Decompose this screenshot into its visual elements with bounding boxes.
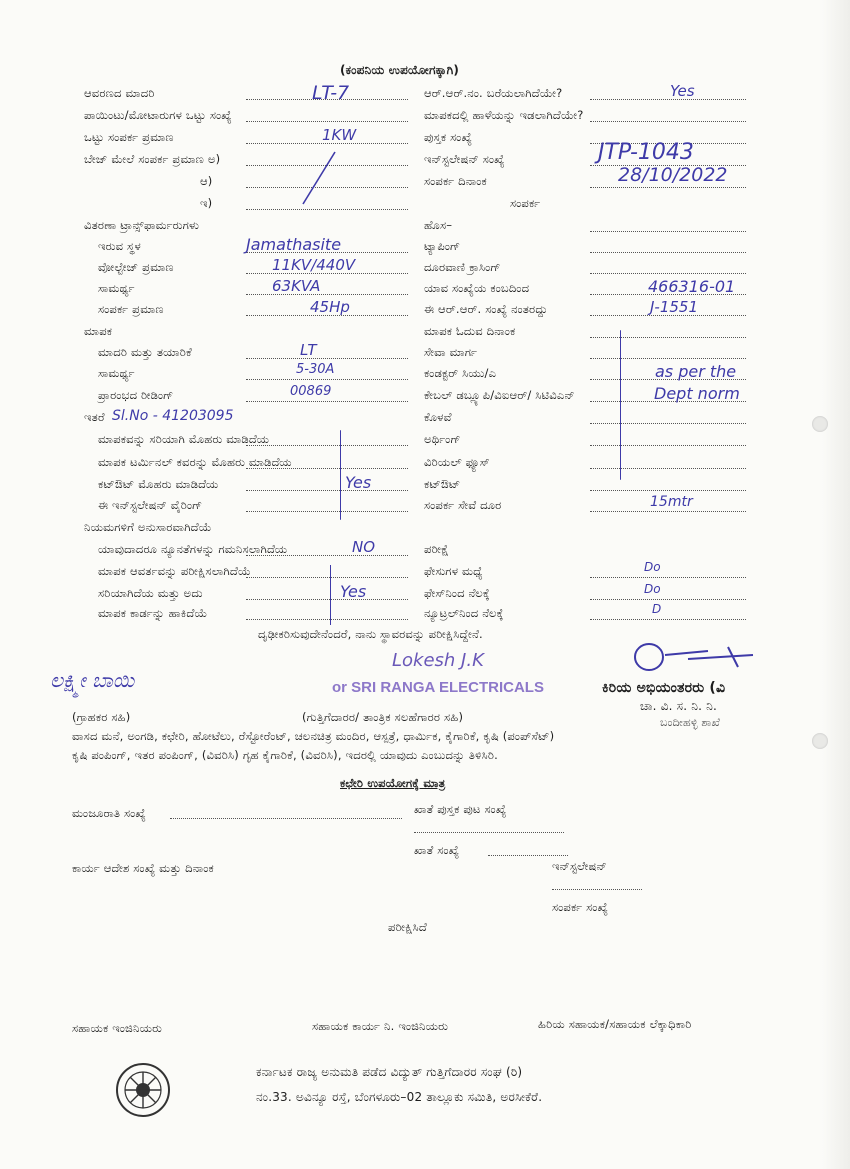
handwritten-bracket — [340, 430, 341, 520]
right-field-line — [590, 577, 746, 578]
form-header: (ಕಂಪನಿಯ ಉಪಯೋಗಕ್ಕಾಗಿ) — [340, 63, 460, 77]
association-logo — [115, 1062, 171, 1118]
left-field-label: ಸರಿಯಾಗಿದೆಯ ಮತ್ತು ಅದು — [98, 586, 203, 600]
handwritten-bracket — [330, 565, 331, 625]
left-field-label: ಬೇಜ್ ಮೇಲೆ ಸಂಪರ್ಕ ಪ್ರಮಾಣ ಅ) — [84, 152, 221, 166]
right-field-value: 15mtr — [650, 494, 693, 510]
office-use-title: ಕಛೇರಿ ಉಪಯೋಗಕ್ಕೆ ಮಾತ್ರ — [340, 776, 446, 790]
ledger-page-label: ಖಾತೆ ಪುಸ್ತಕ ಪುಟ ಸಂಖ್ಯೆ — [414, 802, 507, 816]
assistant-engineer-label: ಸಹಾಯಕ ಇಂಜಿನಿಯರು — [72, 1021, 163, 1035]
usage-line-1: ವಾಸದ ಮನೆ, ಅಂಗಡಿ, ಕಛೇರಿ, ಹೋಟೆಲು, ರೆಸ್ಟೋರೆಂಟ್, ಚಲನಚಿತ್ರ ಮಂದಿರ, ಆಸ್ಪತ್ರೆ, ಧಾರ್ಮಿಕ, ಕೈಗಾರಿಕೆ, ಕೃಷಿ (ಪಂಪ್‌ಸೆಟ್) — [72, 729, 555, 743]
right-field-value: Dept norm — [654, 384, 740, 403]
installation-line — [552, 889, 642, 890]
left-field-value: 5-30A — [296, 362, 335, 377]
left-field-line — [246, 358, 408, 359]
right-field-label: ಆರ್.ಆರ್.ನಂ. ಬರೆಯಲಾಗಿದೆಯೇ? — [424, 86, 563, 100]
right-field-value: JTP-1043 — [598, 140, 694, 165]
left-field-label: ಸಂಪರ್ಕ ಪ್ರಮಾಣ — [98, 302, 164, 316]
right-field-value: D — [652, 602, 662, 616]
checked-label: ಪರೀಕ್ಷಿಸಿದೆ — [388, 920, 427, 934]
right-field-label: ಹೊಸ– — [424, 218, 453, 232]
right-field-label: ವಿರಿಯಲ್ ಫ್ಯೂಸ್ — [424, 455, 490, 469]
right-field-value: Do — [644, 582, 661, 596]
left-field-value: Yes — [340, 582, 367, 601]
right-field-line — [590, 252, 746, 253]
association-name: ಕರ್ನಾಟಕ ರಾಜ್ಯ ಅನುಮತಿ ಪಡೆದ ವಿದ್ಯುತ್ ಗುತ್ತಿಗೆದಾರರ ಸಂಘ (ರಿ) — [256, 1065, 523, 1079]
left-field-value: Sl.No - 41203095 — [112, 408, 234, 424]
left-field-label: ಆವರಣದ ಮಾದರಿ — [84, 86, 155, 100]
right-field-label: ಇನ್‌ಸ್ಟಲೇಷನ್ ಸಂಖ್ಯೆ — [424, 152, 505, 166]
left-field-value: 1KW — [322, 126, 357, 144]
left-field-line — [246, 555, 408, 556]
left-field-label: ಮಾಪಕವನ್ನು ಸರಿಯಾಗಿ ಮೊಹರು ಮಾಡಿದೆಯ — [98, 432, 270, 446]
left-field-value: Jamathasite — [246, 235, 342, 254]
contractor-stamp: or SRI RANGA ELECTRICALS — [332, 679, 544, 696]
right-field-label: ದೂರವಾಣಿ ಕ್ರಾಸಿಂಗ್ — [424, 260, 501, 274]
right-field-value: J-1551 — [650, 298, 699, 316]
assistant-exec-engineer-label: ಸಹಾಯಕ ಕಾರ್ಯ ನಿ. ಇಂಜಿನಿಯರು — [312, 1019, 449, 1033]
contractor-signature-label: (ಗುತ್ತಿಗೆದಾರರ/ ತಾಂತ್ರಿಕ ಸಲಹೆಗಾರರ ಸಹಿ) — [302, 710, 464, 724]
right-field-label: ಮಾಪಕದಲ್ಲಿ ಹಾಳೆಯನ್ನು ಇಡಲಾಗಿದೆಯೇ? — [424, 108, 584, 122]
right-field-line — [590, 231, 746, 232]
contractor-signature: Lokesh J.K — [392, 650, 484, 671]
sanction-no-label: ಮಂಜೂರಾತಿ ಸಂಖ್ಯೆ — [72, 806, 147, 820]
left-field-value: 63KVA — [272, 277, 321, 295]
engineer-stamp-branch: ಬಂದೀಹಳ್ಳಿ ಶಾಖೆ — [660, 716, 721, 729]
left-field-label: ಮಾಪಕ ಆವರ್ತವನ್ನು ಪರೀಕ್ಷಿಸಲಾಗಿದೆಯೆ — [98, 564, 251, 578]
right-field-label: ಮಾಪಕ ಓದುವ ದಿನಾಂಕ — [424, 324, 516, 338]
left-field-label: ಇರುವ ಸ್ಥಳ — [98, 239, 141, 253]
left-field-line — [246, 577, 408, 578]
association-address: ನಂ.33. ಅವಿನ್ಯೂ ರಸ್ತೆ, ಬೆಂಗಳೂರು–02 ತಾಲ್ಲೂಕು ಸಮಿತಿ, ಅರಸೀಕೆರೆ. — [256, 1090, 543, 1104]
left-field-label: ಮಾದರಿ ಮತ್ತು ತಯಾರಿಕೆ — [98, 345, 192, 359]
right-field-label: ಕೊಳವೆ — [424, 410, 452, 424]
left-field-value: NO — [352, 538, 376, 556]
left-field-label: ಸಾಮರ್ಥ್ಯ — [98, 281, 135, 295]
left-field-value: LT-7 — [312, 82, 350, 104]
scan-edge-shadow — [822, 0, 850, 1169]
installation-label: ಇನ್‌ಸ್ಟಲೇಷನ್ — [552, 859, 607, 873]
right-field-label: ಈ ಆರ್.ಆರ್. ಸಂಖ್ಯೆ ನಂತರದ್ದು — [424, 302, 548, 316]
punch-hole — [812, 733, 828, 749]
right-field-line — [590, 358, 746, 359]
right-field-value: Yes — [670, 82, 695, 100]
left-field-label: ಪಾಯಿಂಟು/ಮೋಟಾರುಗಳ ಒಟ್ಟು ಸಂಖ್ಯೆ — [84, 108, 232, 122]
left-field-label: ಮಾಪಕ ಕಾರ್ಡನ್ನು ಹಾಕಿದೆಯೆ — [98, 606, 208, 620]
left-field-label: ನಿಯಮಗಳಿಗೆ ಅನುಸಾರವಾಗಿದೆಯೆ — [84, 520, 212, 534]
left-field-line — [246, 401, 408, 402]
left-field-value: Yes — [345, 473, 372, 492]
right-field-label: ಯಾವ ಸಂಖ್ಯೆಯ ಕಂಬದಿಂದ — [424, 281, 530, 295]
left-field-label: ಸಾಮರ್ಥ್ಯ — [98, 366, 135, 380]
left-field-label: ವೋಲ್ಟೇಜ್ ಪ್ರಮಾಣ — [98, 260, 174, 274]
right-field-label: ಕಂಡಕ್ಟರ್ ಸಿಯು/ಎ — [424, 366, 497, 380]
engineer-signature — [633, 641, 763, 673]
right-field-label: ಫೇಸುಗಳ ಮಧ್ಯೆ — [424, 564, 483, 578]
handwritten-bracket — [620, 330, 621, 480]
right-field-label: ಟ್ಯಾಪಿಂಗ್ — [424, 239, 461, 253]
right-field-label: ಪರೀಕ್ಷೆ — [424, 542, 449, 556]
right-field-value: Do — [644, 560, 661, 574]
left-field-label: ಆ) — [200, 174, 213, 188]
right-field-label: ಪುಸ್ತಕ ಸಂಖ್ಯೆ — [424, 130, 473, 144]
right-field-line — [590, 273, 746, 274]
right-field-line — [590, 187, 746, 188]
right-field-line — [590, 599, 746, 600]
right-field-line — [590, 490, 746, 491]
right-field-line — [590, 423, 746, 424]
right-field-label: ಸಂಪರ್ಕ ಸೇವೆ ದೂರ — [424, 498, 502, 512]
right-field-line — [590, 511, 746, 512]
right-field-value: 466316-01 — [648, 277, 736, 296]
engineer-stamp-title: ಕಿರಿಯ ಅಭಿಯಂತರರು (ವಿ — [602, 680, 726, 696]
engineer-stamp-office: ಚಾ. ವಿ. ಸ. ನಿ. ನಿ. — [640, 699, 718, 713]
right-field-value: as per the — [655, 362, 737, 381]
usage-line-2: ಕೃಷಿ ಪಂಪಿಂಗ್, ಇತರ ಪಂಪಿಂಗ್, (ವಿವರಿಸಿ) ಗೃಹ ಕೈಗಾರಿಕೆ, (ವಿವರಿಸಿ), ಇದರಲ್ಲಿ ಯಾವುದು ಎಂಬುದನ್ನು ತಿಳಿಸಿರಿ. — [72, 748, 498, 762]
left-field-line — [246, 468, 408, 469]
accounts-officer-label: ಹಿರಿಯ ಸಹಾಯಕ/ಸಹಾಯಕ ಲೆಕ್ಕಾಧಿಕಾರಿ — [538, 1017, 692, 1031]
left-field-value: 00869 — [290, 384, 332, 399]
left-field-line — [246, 445, 408, 446]
left-field-label: ಇತರೆ — [84, 410, 105, 424]
left-field-line — [246, 490, 408, 491]
left-field-line — [246, 121, 408, 122]
left-field-label: ಒಟ್ಟು ಸಂಪರ್ಕ ಪ್ರಮಾಣ — [84, 130, 174, 144]
right-field-label: ನ್ಯೂಟ್ರಲ್‌ನಿಂದ ನೆಲಕ್ಕೆ — [424, 606, 504, 620]
left-field-label: ಈ ಇನ್‌ಸ್ಟಲೇಷನ್ ವೈರಿಂಗ್ — [98, 498, 203, 512]
left-field-value: 45Hp — [310, 298, 350, 316]
customer-signature-label: (ಗ್ರಾಹಕರ ಸಹಿ) — [72, 710, 131, 724]
left-field-label: ಯಾವುದಾದರೂ ನ್ಯೂನತೆಗಳನ್ನು ಗಮನಿಸಲಾಗಿದೆಯ — [98, 542, 288, 556]
left-field-line — [246, 619, 408, 620]
right-field-label: ಕೇಬಲ್ ಡಬ್ಲ್ಯೂಪಿ/ವಿಐಆರ್/ ಸಿಟಿವಿಎನ್ — [424, 388, 575, 402]
left-field-line — [246, 599, 408, 600]
left-field-label: ಕಟ್‌ಔಟ್ ಮೊಹರು ಮಾಡಿದೆಯ — [98, 477, 219, 491]
left-field-label: ಇ) — [200, 196, 213, 210]
left-field-line — [246, 294, 408, 295]
right-field-label: ಸೇವಾ ಮಾರ್ಗ — [424, 345, 478, 359]
right-field-label: ಸಂಪರ್ಕ ದಿನಾಂಕ — [424, 174, 487, 188]
left-field-label: ಪ್ರಾರಂಭದ ರೀಡಿಂಗ್ — [98, 388, 174, 402]
work-order-label: ಕಾರ್ಯ ಆದೇಶ ಸಂಖ್ಯೆ ಮತ್ತು ದಿನಾಂಕ — [72, 861, 214, 875]
right-field-line — [590, 121, 746, 122]
left-field-value: LT — [300, 341, 317, 359]
left-field-label: ಮಾಪಕ ಟರ್ಮಿನಲ್ ಕವರನ್ನು ಮೊಹರು ಮಾಡಿದೆಯ — [98, 455, 292, 469]
right-field-line — [590, 619, 746, 620]
left-field-label: ಮಾಪಕ — [84, 324, 113, 338]
right-field-line — [590, 337, 746, 338]
right-field-line — [590, 99, 746, 100]
customer-signature: ಲಕ್ಷ್ಮೀ ಬಾಯಿ — [50, 668, 135, 692]
left-field-label: ವಿತರಣಾ ಟ್ರಾನ್ಸ್‌ಫಾರ್ಮರುಗಳು — [84, 218, 200, 232]
right-field-label: ಕಟ್‌ಔಟ್ — [424, 477, 461, 491]
left-field-value: 11KV/440V — [272, 256, 356, 274]
punch-hole — [812, 416, 828, 432]
left-field-line — [246, 379, 408, 380]
certification-text: ದೃಢೀಕರಿಸುವುದೇನೆಂದರೆ, ನಾನು ಸ್ಥಾವರವನ್ನು ಪರೀಕ್ಷಿಸಿದ್ದೇನೆ. — [258, 627, 483, 641]
right-field-line — [590, 468, 746, 469]
account-no-label: ಖಾತೆ ಸಂಖ್ಯೆ — [414, 843, 460, 857]
connection-no-label: ಸಂಪರ್ಕ ಸಂಖ್ಯೆ — [552, 900, 609, 914]
left-field-line — [246, 511, 408, 512]
right-field-label: ಫೇಸ್‌ನಿಂದ ನೆಲಕ್ಕೆ — [424, 586, 490, 600]
right-field-value: 28/10/2022 — [618, 164, 728, 186]
right-field-label: ಅರ್ಥಿಂಗ್ — [424, 432, 461, 446]
right-field-label: ಸಂಪರ್ಕ — [510, 196, 541, 210]
sanction-no-line — [170, 818, 402, 819]
ledger-page-line — [414, 832, 564, 833]
handwritten-stroke — [295, 148, 345, 210]
right-field-line — [590, 445, 746, 446]
account-no-line — [488, 855, 568, 856]
